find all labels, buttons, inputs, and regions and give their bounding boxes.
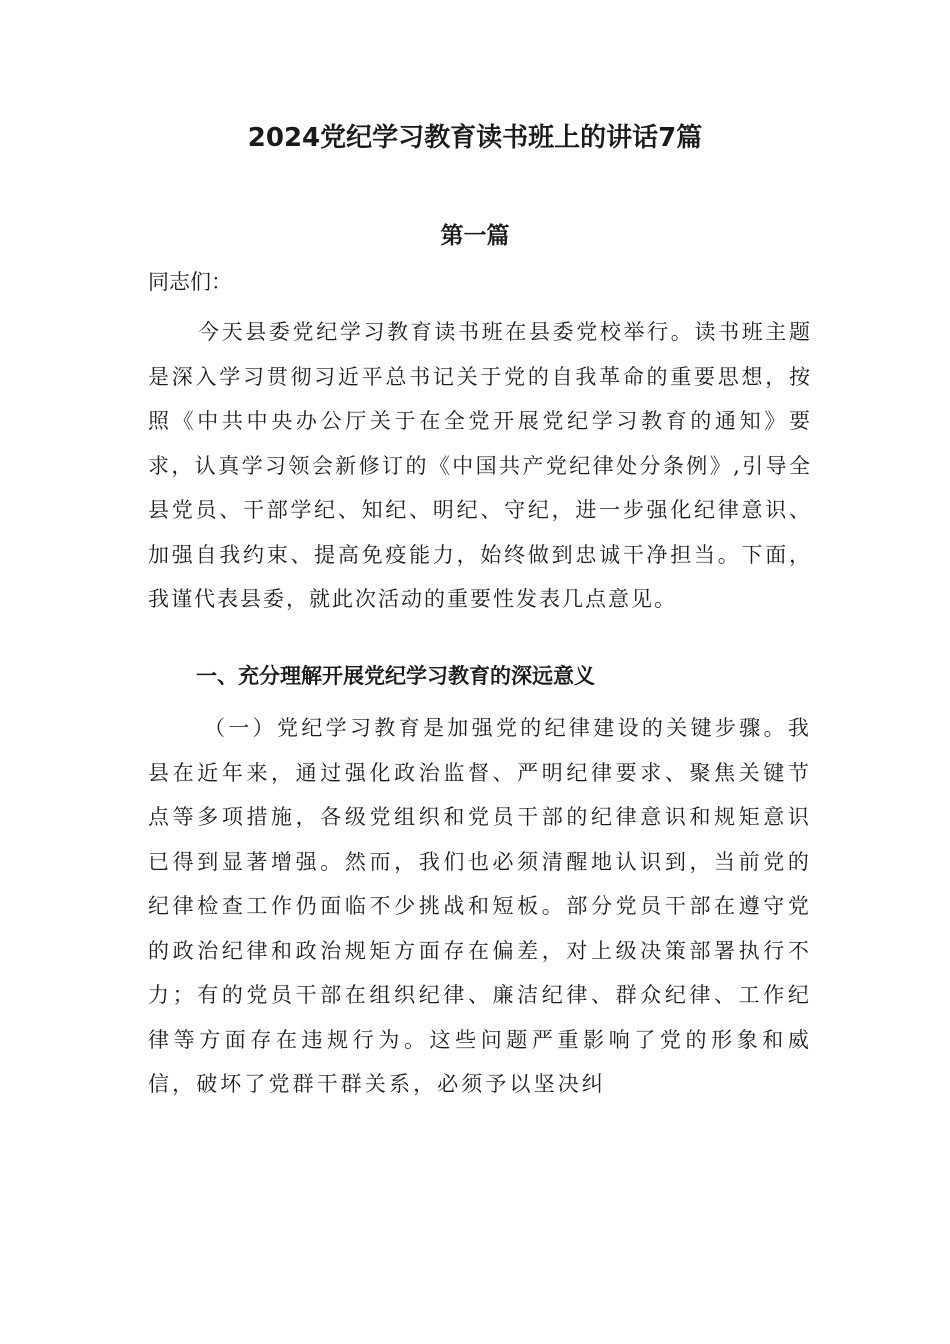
section-title: 第一篇	[440, 223, 510, 249]
body-paragraph: 今天县委党纪学习教育读书班在县委党校举行。读书班主题是深入学习贯彻习近平总书记关于党的自我革命的重要思想，按照《中共中央办公厅关于在全党开展党纪学习教育的通知》要求，认真学习领会新修订的《中国共产党纪律处分条例》,引导全县党员、干部学纪、知纪、明纪、守纪，进一步强化纪律意识、加强自我约束、提高免疫能力，始终做到忠诚干净担当。下面，我谨代表县委，就此次活动的重要性发表几点意见。	[148, 320, 812, 611]
body-paragraph: （一）党纪学习教育是加强党的纪律建设的关键步骤。我县在近年来，通过强化政治监督、严明纪律要求、聚焦关键节点等多项措施，各级党组织和党员干部的纪律意识和规矩意识已得到显著增强。然而，我们也必须清醒地认识到，当前党的纪律检查工作仍面临不少挑战和短板。部分党员干部在遵守党的政治纪律和政治规矩方面存在偏差，对上级决策部署执行不力；有的党员干部在组织纪律、廉洁纪律、群众纪律、工作纪律等方面存在违规行为。这些问题严重影响了党的形象和威信，破坏了党群干群关系，必须予以坚决纠	[148, 716, 812, 1096]
salutation: 同志们：	[148, 270, 232, 294]
heading-level-1: 一、充分理解开展党纪学习教育的深远意义	[196, 664, 595, 688]
document-title: 2024党纪学习教育读书班上的讲话7篇	[247, 123, 703, 153]
